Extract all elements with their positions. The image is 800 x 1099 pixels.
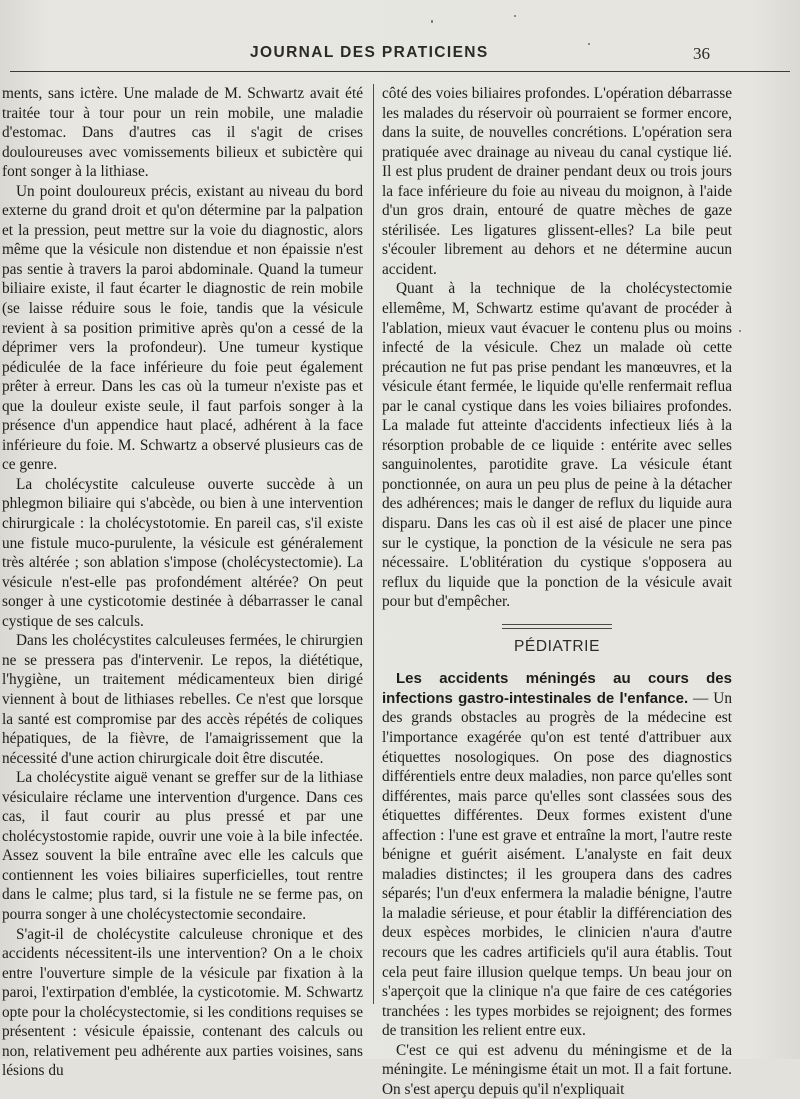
- paragraph: La cholécystite calculeuse ouverte succède à un phlegmon biliaire qui s'abcède, ou bien à une intervention chirurgicale : la cholécystotomie. En pareil cas, s'il existe une fistule muco-purulente, la vésicule est généralement très altérée ; son ablation s'impose (cholécystectomie). La vésicule n'est-elle pas profondément altérée? On peut songer à une cysticotomie destinée à débarrasser le canal cystique de ses calculs.: [2, 475, 363, 630]
- paragraph: S'agit-il de cholécystite calculeuse chronique et des accidents nécessitent-ils une intervention? On a le choix entre l'ouverture simple de la vésicule par fixation à la paroi, l'extirpation d'emblée, la cysticotomie. M. Schwartz opte pour la cholécystectomie, si les conditions requises se présentent : vésicule épaissie, contenant des calculs ou non, relativement peu adhérente aux parties voisines, sans lésions du: [2, 925, 363, 1080]
- paragraph: Un point douloureux précis, existant au niveau du bord externe du grand droit et qu'on détermine par la palpation et la pression, peut mettre sur la voie du diagnostic, alors même que la vésicule non distendue et non épaissie n'est pas sentie à travers la paroi abdominale. Quand la tumeur biliaire existe, il faut écarter le diagnostic de rein mobile (se laisse réduire sous le foie, tandis que la vésicule revient à sa position primitive après qu'on a cessé de la déprimer vers la profondeur). Une tumeur kystique pédiculée de la face inférieure du foie peut également prêter à erreur. Dans les cas où la tumeur n'existe pas et que la douleur existe seule, il faut parfois songer à la présence d'un appendice haut placé, adhérent à la face inférieure du foie. M. Schwartz a observé plusieurs cas de ce genre.: [2, 182, 363, 474]
- section-rule: [502, 624, 612, 625]
- title-dash: —: [688, 689, 714, 707]
- running-title: JOURNAL DES PRATICIENS: [250, 44, 489, 61]
- right-column: [382, 84, 732, 1099]
- print-speck: [514, 15, 516, 17]
- paragraph: côté des voies biliaires profondes. L'opération débarrasse les malades du réservoir où pourraient se former encore, dans la suite, de nouvelles concrétions. L'opération sera pratiquée avec drainage au niveau du canal cystique lié. Il est plus prudent de drainer pendant deux ou trois jours la face inférieure du foie au niveau du moignon, à l'aide d'un gros drain, entouré de quatre mèches de gaze stérilisée. Les ligatures glissent-elles? La bile peut s'écouler librement au dehors et ne détermine aucun accident.: [382, 85, 732, 278]
- article-first-paragraph: [382, 669, 732, 1040]
- article-body: Un des grands obstacles au progrès de la médecine est l'importance exagérée qu'on est tenté d'attribuer aux étiquettes nosologiques. On pose des diagnostics différentiels entre deux maladies, non parce qu'elles sont différentes, mais parce qu'elles sont classées sous des étiquettes différentes. Deux formes existent d'une affection : l'une est grave et entraîne la mort, l'autre reste bénigne et guérit aisément. L'analyste en fait deux maladies distinctes; il les groupera dans des cadres séparés; l'un d'eux enfermera la maladie bénigne, l'autre la maladie sérieuse, et pour établir la différenciation des deux espèces morbides, le clinicien n'aura d'autre recours que les cadres artificiels qu'il aura établis. Tout cela peut faire illusion quelque temps. Un beau jour on s'aperçoit que la clinique n'a que faire de ces catégories tranchées : les types morbides se rejoignent; des formes de transition les relient entre eux.: [382, 689, 732, 1040]
- page-number: 36: [693, 44, 710, 63]
- paragraph: La cholécystite aiguë venant se greffer sur de la lithiase vésiculaire réclame une intervention d'urgence. Dans ces cas, il faut courir au plus pressé et par une cholécystostomie rapide, ouvrir une voie à la bile infectée. Assez souvent la bile entraîne avec elle les calculs que contiennent les voies biliaires superficielles, tout rentre dans le calme; plus tard, si la fistule ne se ferme pas, on pourra songer à une cholécystectomie secondaire.: [2, 769, 363, 923]
- column-divider: [373, 84, 374, 1004]
- header-rule: [10, 71, 790, 72]
- left-column: [0, 84, 363, 1081]
- paragraph: Quant à la technique de la cholécystectomie ellemême, M, Schwartz estime qu'avant de procéder à l'ablation, mieux vaut évacuer le contenu plus ou moins infecté de la vésicule. Chez un malade où cette précaution ne fut pas prise pendant les manœuvres, et la vésicule étant fermée, le liquide qu'elle renfermait reflua par le canal cystique dans les voies biliaires profondes. La malade fut atteinte d'accidents infectieux liés à la résorption probable de ce liquide : entérite avec selles sanguinolentes, parotidite grave. La vésicule étant ponctionnée, on aura un peu plus de peine à la détacher des adhérences; mais le danger de reflux du liquide aura disparu. Dans les cas où il est aisé de placer une pince sur le cystique, la ponction de la vésicule ne sera pas nécessaire. L'oblitération du cystique s'opposera au reflux du liquide que la ponction de la vésicule avait pour but d'empêcher.: [382, 280, 732, 611]
- section-rule: [502, 628, 612, 629]
- paragraph: C'est ce qui est advenu du méningisme et de la méningite. Le méningisme était un mot. Il a fait fortune. On s'est aperçu depuis qu'il n'expliquait: [382, 1041, 732, 1098]
- section-heading: PÉDIATRIE: [513, 637, 601, 655]
- article-title: Les accidents méningés au cours des infections gastro-intestinales de l'enfance.: [382, 670, 732, 707]
- print-speck: [588, 43, 590, 45]
- print-speck: [739, 330, 741, 332]
- paragraph: ments, sans ictère. Une malade de M. Schwartz avait été traitée tour à tour pour un rein mobile, une maladie d'estomac. Dans d'autres cas il s'agit de crises douloureuses avec vomissements bilieux et subictère qui font songer à la lithiase.: [2, 85, 363, 181]
- paragraph: Dans les cholécystites calculeuses fermées, le chirurgien ne se pressera pas d'intervenir. Le repos, la diététique, l'hygiène, un traitement médicamenteux bien dirigé viennent à bout de lithiases rebelles. Ce n'est que lorsque la santé est compromise par des accès répétés de coliques hépatiques, de la fièvre, de l'amaigrissement que la nécessité d'une action chirurgicale doit être discutée.: [2, 632, 363, 767]
- print-speck: [431, 20, 433, 23]
